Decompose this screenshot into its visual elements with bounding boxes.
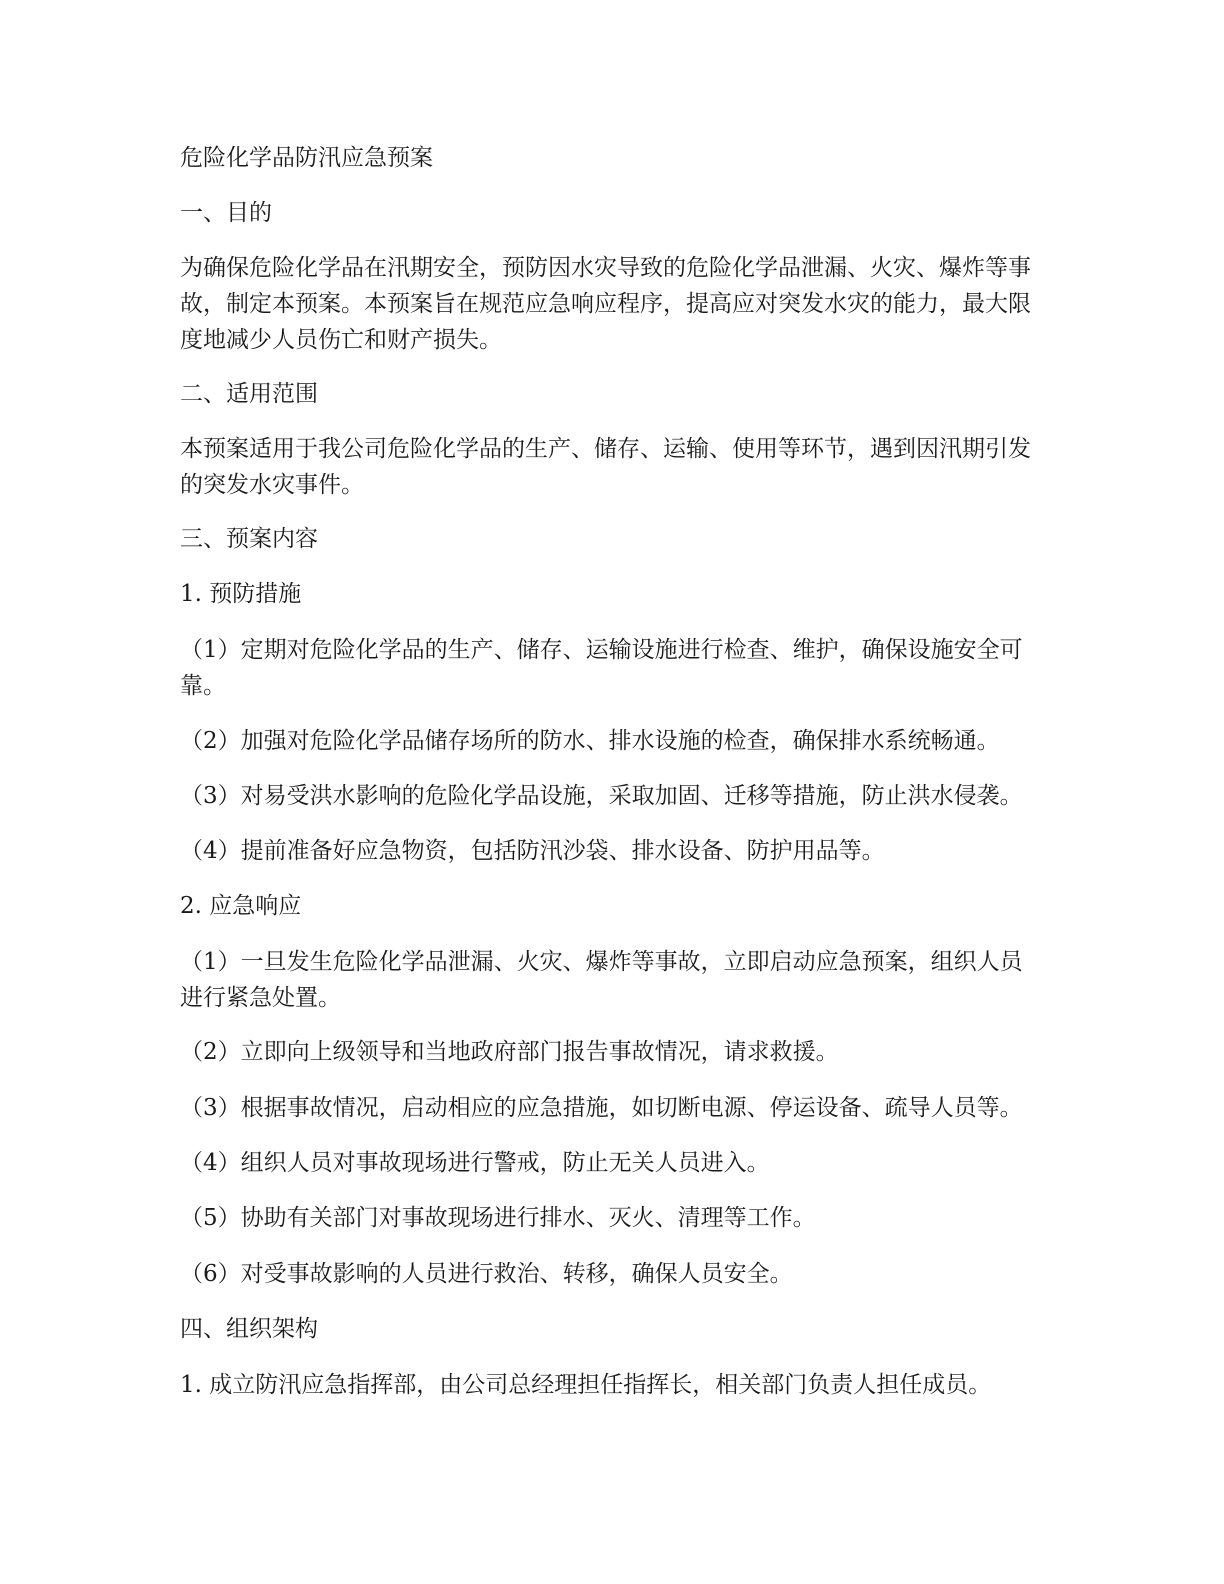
- subsection-heading-prevention: 1. 预防措施: [180, 581, 302, 607]
- list-item: （3）对易受洪水影响的危险化学品设施，采取加固、迁移等措施，防止洪水侵袭。: [180, 783, 1023, 809]
- list-item: （5）协助有关部门对事故现场进行排水、灭火、清理等工作。: [180, 1205, 816, 1231]
- subsection-heading-response: 2. 应急响应: [180, 893, 302, 919]
- list-item: （4）提前准备好应急物资，包括防汛沙袋、排水设备、防护用品等。: [180, 838, 885, 864]
- list-item: 1. 成立防汛应急指挥部，由公司总经理担任指挥长，相关部门负责人担任成员。: [180, 1372, 992, 1398]
- list-item: （2）加强对危险化学品储存场所的防水、排水设施的检查，确保排水系统畅通。: [180, 728, 1000, 754]
- section-heading-scope: 二、适用范围: [180, 381, 318, 407]
- list-item: （1）定期对危险化学品的生产、储存、运输设施进行检查、维护，确保设施安全可靠。: [180, 637, 1023, 699]
- document-title: 危险化学品防汛应急预案: [180, 145, 433, 171]
- paragraph-purpose: 为确保危险化学品在汛期安全，预防因水灾导致的危险化学品泄漏、火灾、爆炸等事故，制定本预案。本预案旨在规范应急响应程序，提高应对突发水灾的能力，最大限度地减少人员伤亡和财产损失。: [180, 255, 1031, 353]
- list-item: （3）根据事故情况，启动相应的应急措施，如切断电源、停运设备、疏导人员等。: [180, 1095, 1023, 1121]
- section-heading-organization: 四、组织架构: [180, 1316, 318, 1342]
- list-item: （1）一旦发生危险化学品泄漏、火灾、爆炸等事故，立即启动应急预案，组织人员进行紧急处置。: [180, 949, 1023, 1011]
- list-item: （2）立即向上级领导和当地政府部门报告事故情况，请求救援。: [180, 1039, 839, 1065]
- list-item: （6）对受事故影响的人员进行救治、转移，确保人员安全。: [180, 1261, 793, 1287]
- section-heading-purpose: 一、目的: [180, 200, 272, 226]
- list-item: （4）组织人员对事故现场进行警戒，防止无关人员进入。: [180, 1150, 770, 1176]
- paragraph-scope: 本预案适用于我公司危险化学品的生产、储存、运输、使用等环节，遇到因汛期引发的突发水灾事件。: [180, 436, 1031, 498]
- section-heading-content: 三、预案内容: [180, 526, 318, 552]
